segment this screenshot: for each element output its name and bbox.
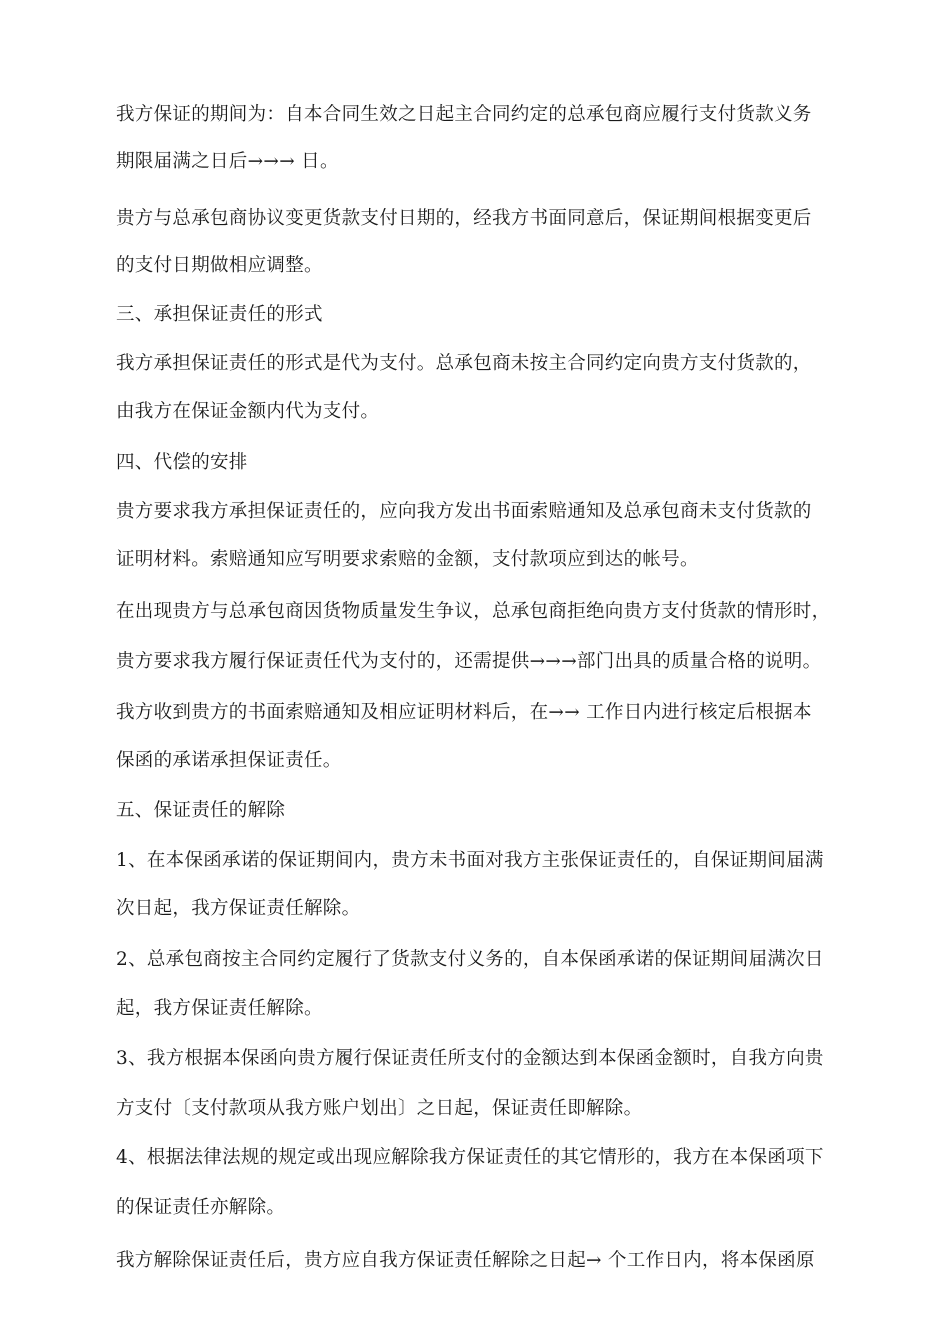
text-line-20: 3、我方根据本保函向贵方履行保证责任所支付的金额达到本保函金额时，自我方向贵 xyxy=(116,1048,824,1069)
text-line-17: 次日起，我方保证责任解除。 xyxy=(116,898,361,919)
text-line-7: 由我方在保证金额内代为支付。 xyxy=(116,401,380,422)
text-line-22: 4、根据法律法规的规定或出现应解除我方保证责任的其它情形的，我方在本保函项下 xyxy=(116,1147,824,1168)
text-line-23: 的保证责任亦解除。 xyxy=(116,1197,286,1218)
text-line-3: 贵方与总承包商协议变更货款支付日期的，经我方书面同意后，保证期间根据变更后 xyxy=(116,208,812,229)
text-line-21: 方支付〔支付款项从我方账户划出〕之日起，保证责任即解除。 xyxy=(116,1098,643,1119)
text-line-12: 贵方要求我方履行保证责任代为支付的，还需提供→→→部门出具的质量合格的说明。 xyxy=(116,651,822,672)
section-heading-4: 四、代偿的安排 xyxy=(116,452,248,473)
section-heading-3: 三、承担保证责任的形式 xyxy=(116,304,323,325)
text-line-24: 我方解除保证责任后，贵方应自我方保证责任解除之日起→ 个工作日内，将本保函原 xyxy=(116,1250,815,1271)
text-line-10: 证明材料。索赔通知应写明要求索赔的金额，支付款项应到达的帐号。 xyxy=(116,549,699,570)
text-line-13: 我方收到贵方的书面索赔通知及相应证明材料后，在→→ 工作日内进行核定后根据本 xyxy=(116,702,812,723)
text-line-16: 1、在本保函承诺的保证期间内，贵方未书面对我方主张保证责任的，自保证期间届满 xyxy=(116,850,824,871)
text-line-19: 起，我方保证责任解除。 xyxy=(116,998,323,1019)
text-line-18: 2、总承包商按主合同约定履行了货款支付义务的，自本保函承诺的保证期间届满次日 xyxy=(116,949,824,970)
text-line-9: 贵方要求我方承担保证责任的，应向我方发出书面索赔通知及总承包商未支付货款的 xyxy=(116,501,812,522)
text-line-11: 在出现贵方与总承包商因货物质量发生争议，总承包商拒绝向贵方支付货款的情形时， xyxy=(116,601,831,622)
text-line-1: 我方保证的期间为：自本合同生效之日起主合同约定的总承包商应履行支付货款义务 xyxy=(116,104,812,125)
text-line-4: 的支付日期做相应调整。 xyxy=(116,255,323,276)
text-line-6: 我方承担保证责任的形式是代为支付。总承包商未按主合同约定向贵方支付货款的， xyxy=(116,353,812,374)
section-heading-5: 五、保证责任的解除 xyxy=(116,800,286,821)
text-line-14: 保函的承诺承担保证责任。 xyxy=(116,750,342,771)
text-line-2: 期限届满之日后→→→ 日。 xyxy=(116,151,339,172)
